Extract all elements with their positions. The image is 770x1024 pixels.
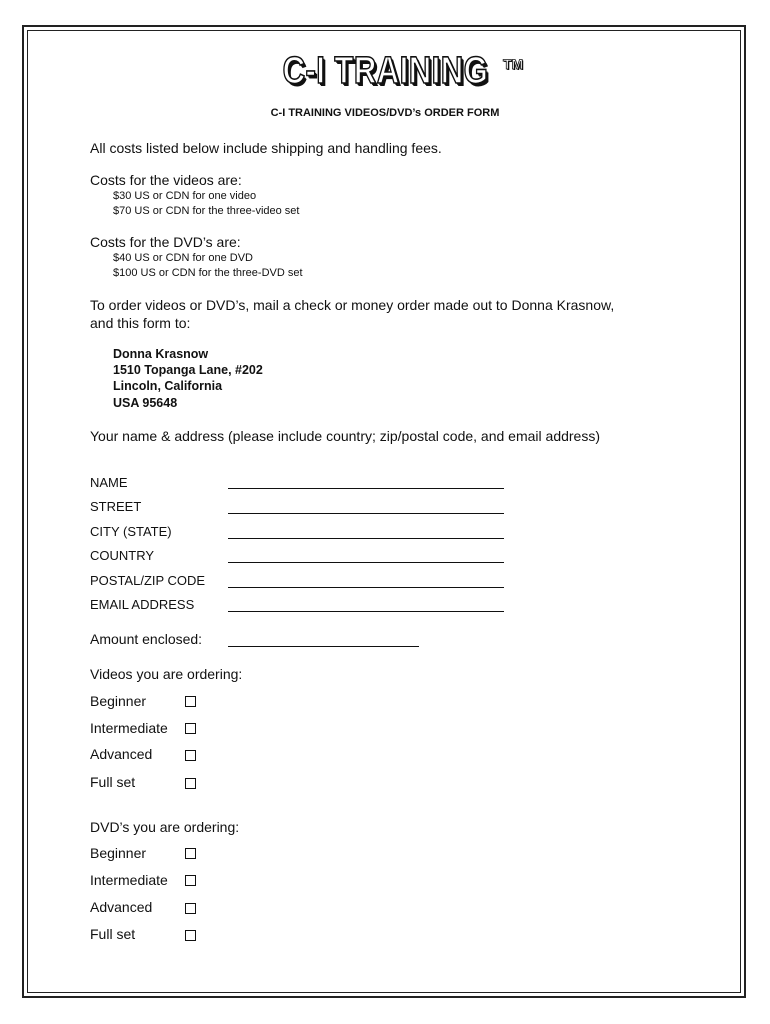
amount-enclosed-field[interactable] — [228, 646, 419, 647]
dvd-option-intermediate: Intermediate — [90, 872, 168, 888]
video-full-set-checkbox[interactable] — [185, 778, 196, 789]
logo-text: C-I TRAINING — [282, 50, 488, 92]
postal-zip-field[interactable] — [228, 587, 504, 588]
order-instructions-line2: and this form to: — [90, 315, 191, 331]
email-label: EMAIL ADDRESS — [90, 597, 195, 612]
form-title: C-I TRAINING VIDEOS/DVD’s ORDER FORM — [270, 107, 500, 119]
trademark-mark: TM — [503, 56, 524, 72]
your-address-prompt: Your name & address (please include country; zip/postal code, and email address) — [90, 428, 600, 444]
name-field[interactable] — [228, 488, 504, 489]
address-line: USA 95648 — [113, 396, 178, 410]
city-state-field[interactable] — [228, 538, 504, 539]
dvd-option-advanced: Advanced — [90, 899, 153, 915]
dvd-cost-item: $100 US or CDN for the three-DVD set — [113, 267, 303, 279]
order-instructions-line1: To order videos or DVD’s, mail a check or money order made out to Donna Krasnow, — [90, 297, 615, 313]
street-field[interactable] — [228, 513, 504, 514]
video-advanced-checkbox[interactable] — [185, 750, 196, 761]
video-option-intermediate: Intermediate — [90, 720, 168, 736]
email-field[interactable] — [228, 611, 504, 612]
videos-ordering-heading: Videos you are ordering: — [90, 666, 243, 682]
video-intermediate-checkbox[interactable] — [185, 723, 196, 734]
video-beginner-checkbox[interactable] — [185, 696, 196, 707]
videos-costs-heading: Costs for the videos are: — [90, 172, 242, 188]
video-option-full-set: Full set — [90, 774, 136, 790]
country-label: COUNTRY — [90, 548, 155, 563]
videos-cost-item: $30 US or CDN for one video — [113, 190, 257, 202]
dvd-intermediate-checkbox[interactable] — [185, 875, 196, 886]
postal-zip-label: POSTAL/ZIP CODE — [90, 573, 206, 588]
dvd-costs-heading: Costs for the DVD’s are: — [90, 234, 241, 250]
dvd-advanced-checkbox[interactable] — [185, 903, 196, 914]
country-field[interactable] — [228, 562, 504, 563]
name-label: NAME — [90, 475, 128, 490]
video-option-advanced: Advanced — [90, 746, 153, 762]
street-label: STREET — [90, 499, 142, 514]
logo — [0, 50, 770, 93]
dvd-cost-item: $40 US or CDN for one DVD — [113, 252, 253, 264]
amount-enclosed-label: Amount enclosed: — [90, 631, 203, 647]
address-line: 1510 Topanga Lane, #202 — [113, 363, 263, 377]
video-option-beginner: Beginner — [90, 693, 147, 709]
city-state-label: CITY (STATE) — [90, 524, 172, 539]
dvd-option-beginner: Beginner — [90, 845, 147, 861]
dvd-beginner-checkbox[interactable] — [185, 848, 196, 859]
dvd-ordering-heading: DVD’s you are ordering: — [90, 819, 240, 835]
address-line: Lincoln, California — [113, 379, 223, 393]
intro-text: All costs listed below include shipping and handling fees. — [90, 140, 442, 156]
dvd-full-set-checkbox[interactable] — [185, 930, 196, 941]
videos-cost-item: $70 US or CDN for the three-video set — [113, 205, 300, 217]
dvd-option-full-set: Full set — [90, 926, 136, 942]
address-line: Donna Krasnow — [113, 347, 209, 361]
